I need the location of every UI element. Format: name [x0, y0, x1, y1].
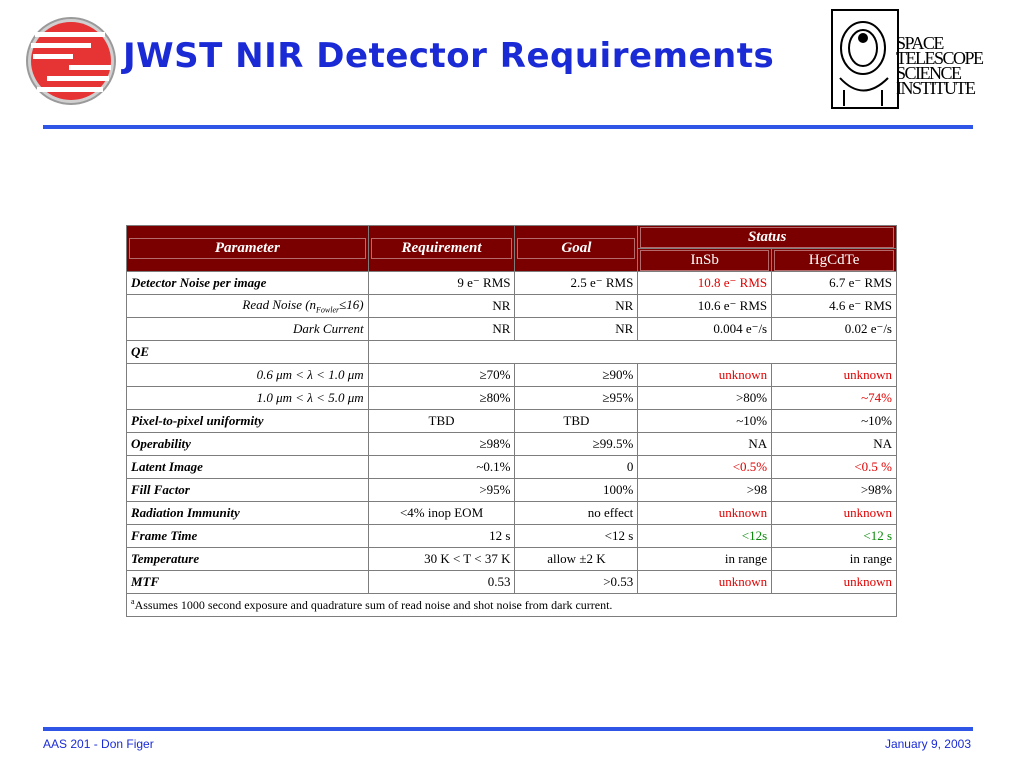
- page-title: JWST NIR Detector Requirements: [123, 36, 775, 76]
- hgcdte-value: NA: [772, 433, 897, 456]
- insb-value: 10.6 e⁻ RMS: [638, 295, 772, 318]
- table-row: [127, 295, 897, 318]
- row-label: 0.6 μm < λ < 1.0 μm: [127, 364, 369, 387]
- header-goal: Goal: [515, 226, 638, 272]
- table-row: [127, 410, 897, 433]
- table-row: [127, 433, 897, 456]
- table-row: [127, 456, 897, 479]
- row-label: Radiation Immunity: [127, 502, 369, 525]
- hgcdte-value: 6.7 e⁻ RMS: [772, 272, 897, 295]
- insb-value: unknown: [638, 502, 772, 525]
- table-row: [127, 341, 897, 364]
- goal-value: 2.5 e⁻ RMS: [515, 272, 638, 295]
- hgcdte-value: 0.02 e⁻/s: [772, 318, 897, 341]
- goal-value: <12 s: [515, 525, 638, 548]
- insb-value: >98: [638, 479, 772, 502]
- requirements-table: [126, 225, 897, 617]
- footer-author: AAS 201 - Don Figer: [43, 737, 154, 751]
- goal-value: ≥99.5%: [515, 433, 638, 456]
- goal-value: >0.53: [515, 571, 638, 594]
- hgcdte-value: unknown: [772, 364, 897, 387]
- header-hgcdte: HgCdTe: [772, 249, 897, 272]
- header-parameter: Parameter: [127, 226, 369, 272]
- hgcdte-value: in range: [772, 548, 897, 571]
- table-row: [127, 364, 897, 387]
- row-label: Fill Factor: [127, 479, 369, 502]
- row-label: 1.0 μm < λ < 5.0 μm: [127, 387, 369, 410]
- row-label: Temperature: [127, 548, 369, 571]
- insb-value: unknown: [638, 571, 772, 594]
- header-divider: [43, 125, 973, 129]
- hgcdte-value: unknown: [772, 571, 897, 594]
- table-row: [127, 272, 897, 295]
- insb-value: >80%: [638, 387, 772, 410]
- header-status: Status: [638, 226, 897, 249]
- row-label: Dark Current: [127, 318, 369, 341]
- requirement-value: ~0.1%: [368, 456, 515, 479]
- requirement-value: ≥98%: [368, 433, 515, 456]
- table-row: [127, 548, 897, 571]
- empty-cell: [368, 341, 896, 364]
- footer-date: January 9, 2003: [884, 737, 971, 751]
- stsci-wordmark: SPACE TELESCOPE SCIENCE INSTITUTE: [896, 33, 983, 98]
- hgcdte-value: unknown: [772, 502, 897, 525]
- hgcdte-value: <12 s: [772, 525, 897, 548]
- insb-value: <12s: [638, 525, 772, 548]
- header-insb: InSb: [638, 249, 772, 272]
- insb-value: NA: [638, 433, 772, 456]
- row-label: Frame Time: [127, 525, 369, 548]
- requirement-value: 12 s: [368, 525, 515, 548]
- hgcdte-value: ~74%: [772, 387, 897, 410]
- requirement-value: ≥70%: [368, 364, 515, 387]
- table-row: [127, 571, 897, 594]
- hgcdte-value: ~10%: [772, 410, 897, 433]
- goal-value: TBD: [515, 410, 638, 433]
- insb-value: 10.8 e⁻ RMS: [638, 272, 772, 295]
- hgcdte-value: 4.6 e⁻ RMS: [772, 295, 897, 318]
- table-row: [127, 594, 897, 617]
- insb-value: 0.004 e⁻/s: [638, 318, 772, 341]
- requirement-value: NR: [368, 318, 515, 341]
- stsci-logo: [830, 8, 900, 115]
- requirement-value: TBD: [368, 410, 515, 433]
- table-row: [127, 502, 897, 525]
- requirement-value: ≥80%: [368, 387, 515, 410]
- goal-value: 0: [515, 456, 638, 479]
- header-requirement: Requirement: [368, 226, 515, 272]
- institution-logo: [25, 16, 117, 111]
- row-label: Read Noise $(n_{Fowler}\le 16)$: [127, 295, 369, 318]
- requirement-value: 9 e⁻ RMS: [368, 272, 515, 295]
- requirement-value: NR: [368, 295, 515, 318]
- row-label: Operability: [127, 433, 369, 456]
- table-row: [127, 479, 897, 502]
- row-label: QE: [127, 341, 369, 364]
- table-row: [127, 387, 897, 410]
- goal-value: 100%: [515, 479, 638, 502]
- requirement-value: 30 K < T < 37 K: [368, 548, 515, 571]
- insb-value: <0.5%: [638, 456, 772, 479]
- insb-value: unknown: [638, 364, 772, 387]
- requirement-value: <4% inop EOM: [368, 502, 515, 525]
- insb-value: ~10%: [638, 410, 772, 433]
- requirement-value: 0.53: [368, 571, 515, 594]
- goal-value: ≥95%: [515, 387, 638, 410]
- goal-value: ≥90%: [515, 364, 638, 387]
- table-row: [127, 318, 897, 341]
- goal-value: no effect: [515, 502, 638, 525]
- row-label: Pixel-to-pixel uniformity: [127, 410, 369, 433]
- hgcdte-value: <0.5 %: [772, 456, 897, 479]
- requirement-value: >95%: [368, 479, 515, 502]
- hgcdte-value: >98%: [772, 479, 897, 502]
- goal-value: allow ±2 K: [515, 548, 638, 571]
- insb-value: in range: [638, 548, 772, 571]
- footer-divider: [43, 727, 973, 731]
- goal-value: NR: [515, 318, 638, 341]
- row-label: Detector Noise per image: [127, 272, 369, 295]
- row-label: Latent Image: [127, 456, 369, 479]
- row-label: MTF: [127, 571, 369, 594]
- table-footnote: $^a$Assumes 1000 second exposure and quadrature sum of read noise and shot noise from dark current.: [127, 594, 897, 617]
- table-row: [127, 525, 897, 548]
- goal-value: NR: [515, 295, 638, 318]
